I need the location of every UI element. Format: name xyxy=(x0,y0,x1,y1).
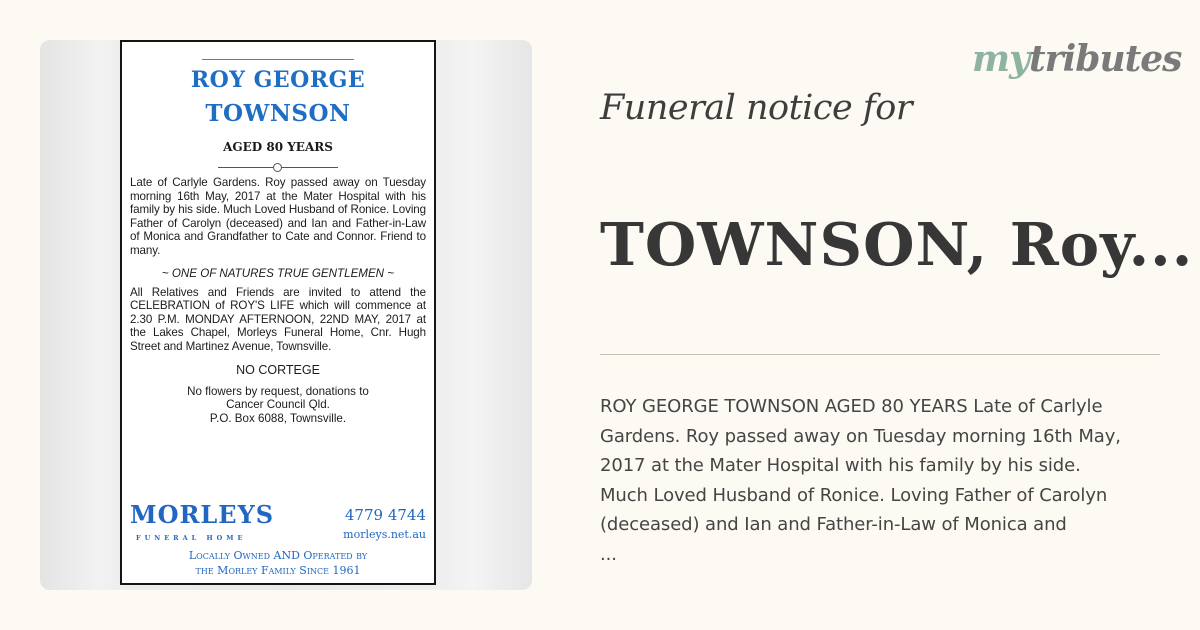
mytributes-logo[interactable] xyxy=(972,38,1182,84)
flowers-line3: P.O. Box 6088, Townsville. xyxy=(209,411,347,425)
divider xyxy=(600,354,1160,355)
ornament-divider xyxy=(218,162,338,172)
funeral-home-owned xyxy=(122,548,434,578)
notice-motto: ~ ONE OF NATURES TRUE GENTLEMEN ~ xyxy=(161,266,395,280)
funeral-home-logo: MORLEYS xyxy=(130,500,275,529)
notice-age: AGED 80 YEARS xyxy=(223,140,333,154)
notice-invite: All Relatives and Friends are invited to attend the CELEBRATION of ROY'S LIFE which will commence at 2.30 P.M. MONDAY AFTERNOON, 22ND MAY, 2017 at the Lakes Chapel, Morleys Funeral Home, Cnr. Hugh Street and Martinez Avenue, Townsville. xyxy=(130,285,426,353)
funeral-notice xyxy=(120,40,436,585)
notice-image-card xyxy=(40,40,532,590)
page-title: TOWNSON, Roy... xyxy=(600,210,1194,279)
notice-name xyxy=(130,64,426,130)
flowers-line2: Cancer Council Qld. xyxy=(226,398,330,412)
logo-my: my xyxy=(972,38,1030,80)
notice-excerpt: ROY GEORGE TOWNSON AGED 80 YEARS Late of Carlyle Gardens. Roy passed away on Tuesday morning 16th May, 2017 at the Mater Hospital with his family by his side. Much Loved Husband of Ronice. Loving Father of Carolyn (deceased) and Ian and Father-in-Law of Monica and ... xyxy=(600,396,1121,565)
notice-top-rule xyxy=(202,59,354,60)
notice-name-line2: TOWNSON xyxy=(205,100,351,127)
notice-body: Late of Carlyle Gardens. Roy passed away on Tuesday morning 16th May, 2017 at the Mater Hospital with his family by his side. Much Loved Husband of Ronice. Loving Father of Carolyn (deceased) and Ian and Father-in-Law of Monica and Grandfather to Cate and Connor. Friend to many. xyxy=(130,176,426,257)
notice-cortege: NO CORTEGE xyxy=(236,362,320,377)
logo-tributes: tributes xyxy=(1029,38,1182,80)
funeral-home-website: morleys.net.au xyxy=(343,528,426,541)
owned-line1: Locally Owned AND Operated by xyxy=(188,549,368,562)
funeral-home-subtitle: FUNERAL HOME xyxy=(136,534,247,542)
funeral-home-phone: 4779 4744 xyxy=(344,506,426,524)
notice-name-line1: ROY GEORGE xyxy=(190,67,366,93)
notice-flowers xyxy=(130,385,426,426)
page-eyebrow: Funeral notice for xyxy=(600,88,913,128)
flowers-line1: No flowers by request, donations to xyxy=(187,384,369,398)
owned-line2: the Morley Family Since 1961 xyxy=(195,564,361,577)
